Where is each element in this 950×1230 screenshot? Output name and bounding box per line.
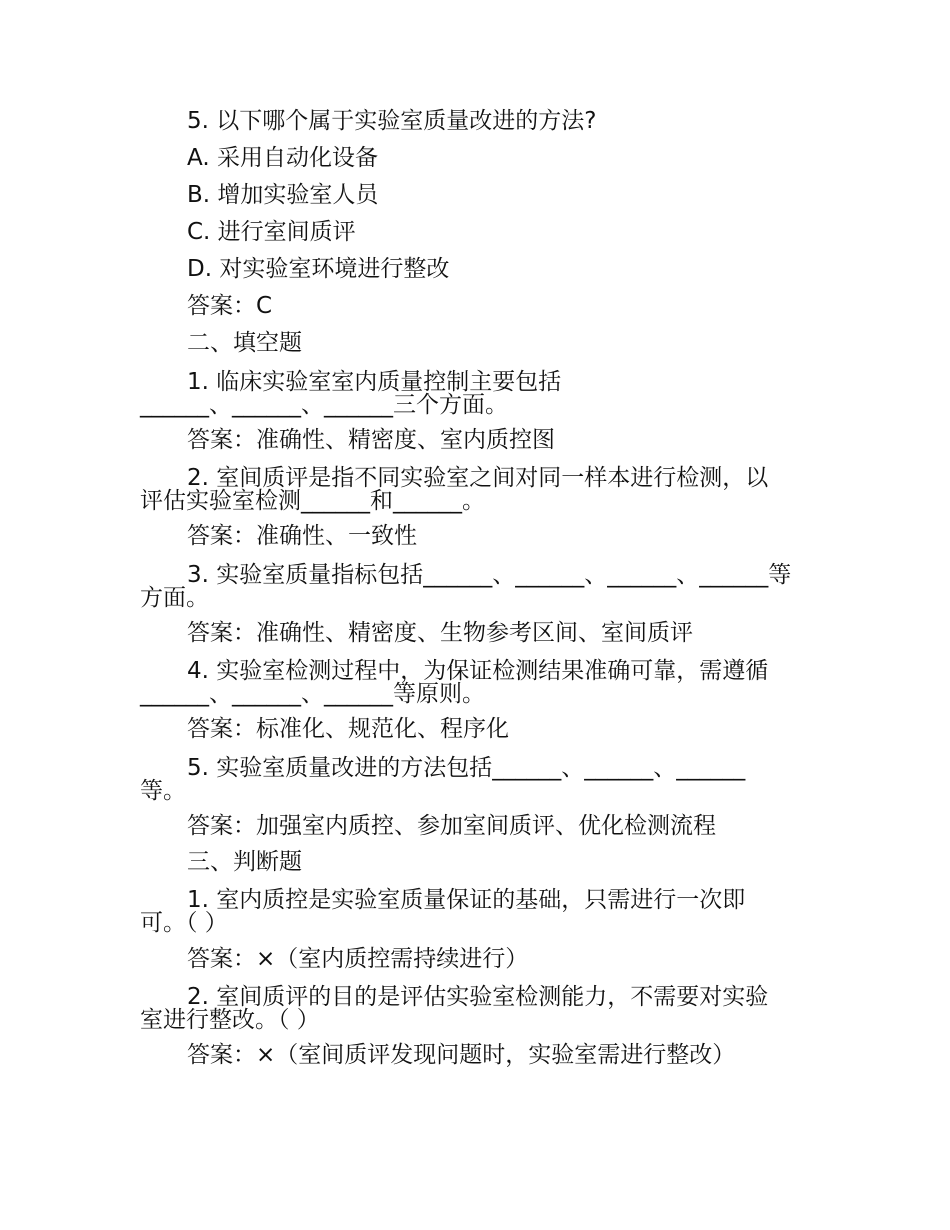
tf-question-2-line-2: 室进行整改。（ ） <box>140 1007 320 1033</box>
tf-question-2-line-1: 2. 室间质评的目的是评估实验室检测能力，不需要对实验 <box>187 984 769 1010</box>
section-heading-true-false: 三、判断题 <box>187 849 302 875</box>
mc-answer-5: 答案：C <box>187 293 273 319</box>
fill-question-3-line-2: 方面。 <box>140 585 209 611</box>
mc-option-c: C. 进行室间质评 <box>187 219 356 245</box>
fill-answer-1: 答案：准确性、精密度、室内质控图 <box>187 427 555 453</box>
fill-question-5-line-2: 等。 <box>140 778 186 804</box>
fill-question-5-line-1: 5. 实验室质量改进的方法包括______、______、______ <box>187 755 746 781</box>
tf-question-1-line-1: 1. 室内质控是实验室质量保证的基础，只需进行一次即 <box>187 887 746 913</box>
fill-answer-2: 答案：准确性、一致性 <box>187 523 417 549</box>
fill-question-4-line-1: 4. 实验室检测过程中，为保证检测结果准确可靠，需遵循 <box>187 658 769 684</box>
fill-answer-3: 答案：准确性、精密度、生物参考区间、室间质评 <box>187 620 693 646</box>
mc-option-d: D. 对实验室环境进行整改 <box>187 256 450 282</box>
fill-answer-4: 答案：标准化、规范化、程序化 <box>187 716 509 742</box>
fill-question-4-line-2: ______、______、______等原则。 <box>140 681 485 707</box>
tf-answer-2: 答案：×（室间质评发现问题时，实验室需进行整改） <box>187 1042 736 1068</box>
fill-question-1-line-2: ______、______、______三个方面。 <box>140 392 508 418</box>
fill-question-2-line-1: 2. 室间质评是指不同实验室之间对同一样本进行检测，以 <box>187 465 769 491</box>
fill-question-1-line-1: 1. 临床实验室室内质量控制主要包括 <box>187 369 562 395</box>
fill-question-3-line-1: 3. 实验室质量指标包括______、______、______、______等 <box>187 562 792 588</box>
tf-question-1-line-2: 可。（ ） <box>140 910 228 936</box>
fill-answer-5: 答案：加强室内质控、参加室间质评、优化检测流程 <box>187 813 716 839</box>
tf-answer-1: 答案：×（室内质控需持续进行） <box>187 946 529 972</box>
mc-question-5: 5. 以下哪个属于实验室质量改进的方法? <box>187 108 597 134</box>
section-heading-fill-in: 二、填空题 <box>187 330 302 356</box>
mc-option-b: B. 增加实验室人员 <box>187 182 379 208</box>
mc-option-a: A. 采用自动化设备 <box>187 145 378 171</box>
fill-question-2-line-2: 评估实验室检测______和______。 <box>140 488 485 514</box>
